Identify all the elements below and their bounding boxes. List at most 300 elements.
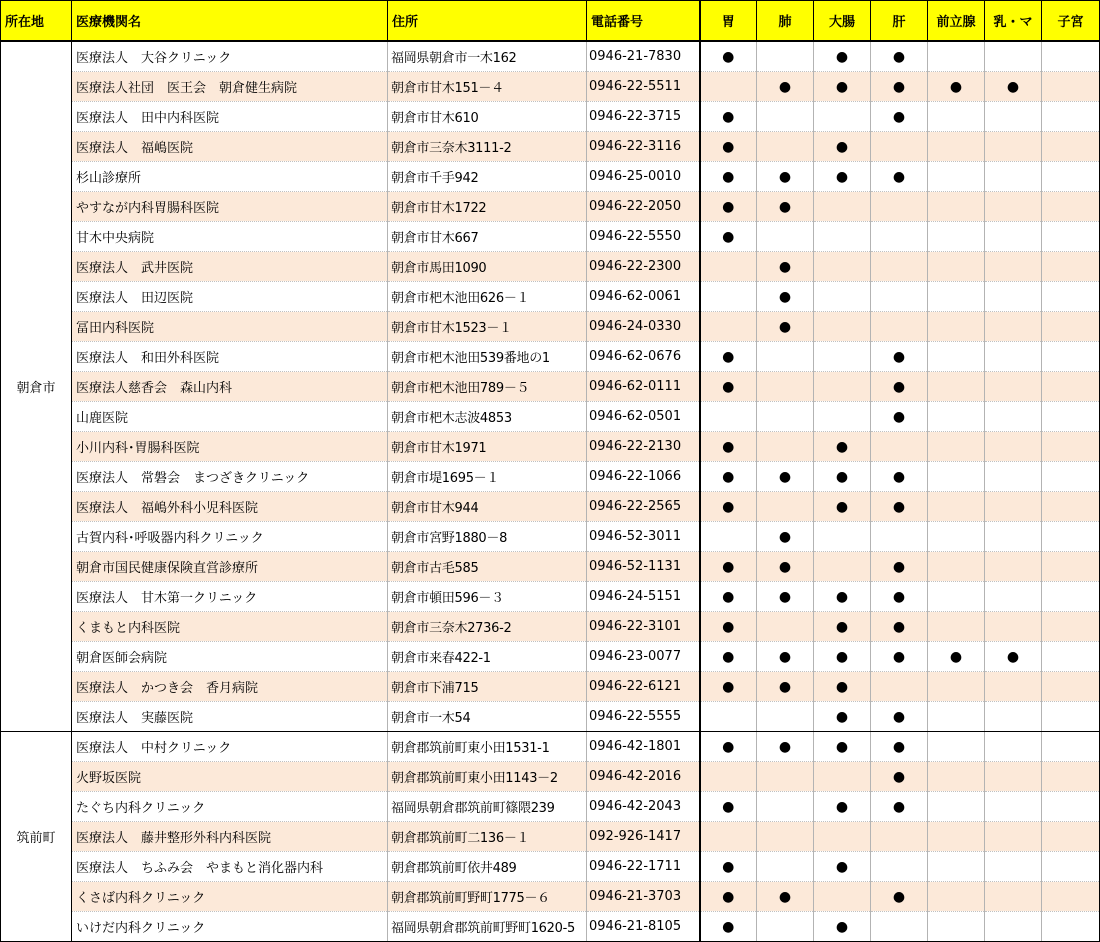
table-row [1,102,1100,132]
clinic-phone: 0946-22-2130 [587,432,700,462]
mark-prostate [928,432,985,462]
clinic-address: 福岡県朝倉市一木162 [388,41,587,72]
mark-breast [985,312,1042,342]
table-row [1,222,1100,252]
mark-prostate [928,252,985,282]
mark-lung: ● [757,462,814,492]
clinic-name: 医療法人 福嶋外科小児科医院 [72,492,388,522]
table-row [1,522,1100,552]
mark-liver [871,312,928,342]
mark-stomach: ● [700,552,757,582]
mark-prostate [928,852,985,882]
mark-uterus [1042,522,1100,552]
mark-uterus [1042,252,1100,282]
header-row [1,1,1100,42]
mark-prostate [928,582,985,612]
mark-lung: ● [757,252,814,282]
mark-stomach [700,252,757,282]
mark-breast [985,252,1042,282]
mark-uterus [1042,792,1100,822]
mark-breast [985,852,1042,882]
mark-breast: ● [985,72,1042,102]
clinic-phone: 0946-62-0676 [587,342,700,372]
mark-prostate [928,792,985,822]
mark-prostate [928,162,985,192]
mark-liver [871,192,928,222]
mark-stomach: ● [700,462,757,492]
mark-breast [985,282,1042,312]
clinic-name: やすなが内科胃腸科医院 [72,192,388,222]
mark-uterus [1042,672,1100,702]
clinic-name: 朝倉医師会病院 [72,642,388,672]
mark-breast [985,222,1042,252]
mark-uterus [1042,432,1100,462]
mark-breast [985,342,1042,372]
mark-breast [985,41,1042,72]
clinic-name: 医療法人 かつき会 香月病院 [72,672,388,702]
clinic-name: 医療法人 藤井整形外科内科医院 [72,822,388,852]
table-row [1,342,1100,372]
clinic-phone: 0946-52-1131 [587,552,700,582]
mark-prostate [928,672,985,702]
clinic-name: くさば内科クリニック [72,882,388,912]
mark-prostate [928,132,985,162]
mark-uterus [1042,132,1100,162]
mark-breast [985,102,1042,132]
clinic-phone: 0946-24-0330 [587,312,700,342]
mark-uterus [1042,912,1100,942]
clinic-phone: 0946-21-8105 [587,912,700,942]
mark-stomach: ● [700,492,757,522]
mark-prostate [928,41,985,72]
mark-colon: ● [814,582,871,612]
mark-colon [814,222,871,252]
mark-stomach: ● [700,222,757,252]
clinic-name: 朝倉市国民健康保険直営診療所 [72,552,388,582]
clinic-address: 朝倉郡筑前町東小田1531-1 [388,732,587,762]
mark-lung: ● [757,732,814,762]
mark-prostate [928,912,985,942]
table-row [1,552,1100,582]
mark-stomach: ● [700,882,757,912]
clinic-phone: 0946-22-1711 [587,852,700,882]
mark-breast [985,822,1042,852]
clinic-phone: 0946-22-2565 [587,492,700,522]
header-address: 住所 [388,1,587,42]
mark-liver: ● [871,762,928,792]
mark-lung [757,792,814,822]
mark-breast [985,912,1042,942]
mark-colon [814,402,871,432]
mark-prostate [928,522,985,552]
mark-uterus [1042,41,1100,72]
mark-prostate [928,822,985,852]
table-row [1,372,1100,402]
mark-uterus [1042,402,1100,432]
mark-liver: ● [871,372,928,402]
mark-breast [985,792,1042,822]
table-row [1,852,1100,882]
clinic-phone: 0946-23-0077 [587,642,700,672]
mark-uterus [1042,372,1100,402]
mark-breast [985,702,1042,732]
mark-stomach: ● [700,642,757,672]
mark-lung [757,402,814,432]
mark-lung [757,852,814,882]
mark-prostate: ● [928,642,985,672]
clinic-phone: 0946-22-3116 [587,132,700,162]
mark-lung [757,372,814,402]
mark-stomach: ● [700,192,757,222]
clinic-phone: 0946-25-0010 [587,162,700,192]
header-location: 所在地 [1,1,72,42]
table-row [1,792,1100,822]
clinic-name: 医療法人社団 医王会 朝倉健生病院 [72,72,388,102]
mark-liver: ● [871,882,928,912]
table-row [1,672,1100,702]
mark-breast [985,522,1042,552]
clinic-name: 医療法人 常磐会 まつざきクリニック [72,462,388,492]
header-colon: 大腸 [814,1,871,42]
mark-uterus [1042,702,1100,732]
mark-liver [871,132,928,162]
mark-stomach [700,312,757,342]
mark-lung: ● [757,312,814,342]
clinic-address: 朝倉市甘木151－４ [388,72,587,102]
mark-liver: ● [871,612,928,642]
mark-lung: ● [757,882,814,912]
mark-liver [871,222,928,252]
mark-lung: ● [757,582,814,612]
clinic-name: 医療法人 中村クリニック [72,732,388,762]
mark-uterus [1042,582,1100,612]
mark-colon: ● [814,462,871,492]
mark-breast [985,462,1042,492]
mark-stomach [700,282,757,312]
mark-liver: ● [871,72,928,102]
mark-colon [814,252,871,282]
mark-prostate [928,462,985,492]
mark-breast [985,762,1042,792]
mark-colon [814,192,871,222]
clinic-address: 朝倉郡筑前町野町1775－６ [388,882,587,912]
header-uterus: 子宮 [1042,1,1100,42]
mark-lung: ● [757,672,814,702]
mark-lung [757,41,814,72]
clinic-address: 朝倉市古毛585 [388,552,587,582]
clinic-address: 朝倉市甘木1971 [388,432,587,462]
header-prostate: 前立腺 [928,1,985,42]
mark-lung [757,342,814,372]
mark-colon: ● [814,41,871,72]
mark-colon [814,522,871,552]
mark-uterus [1042,192,1100,222]
clinic-phone: 0946-22-5550 [587,222,700,252]
mark-liver: ● [871,402,928,432]
mark-stomach [700,702,757,732]
mark-colon: ● [814,612,871,642]
mark-stomach: ● [700,672,757,702]
location-cell: 筑前町 [1,732,72,942]
mark-liver: ● [871,792,928,822]
mark-uterus [1042,732,1100,762]
mark-stomach: ● [700,41,757,72]
mark-uterus [1042,642,1100,672]
clinic-phone: 0946-22-2300 [587,252,700,282]
mark-liver: ● [871,732,928,762]
mark-uterus [1042,462,1100,492]
mark-stomach: ● [700,612,757,642]
mark-colon: ● [814,72,871,102]
mark-liver: ● [871,102,928,132]
clinic-phone: 0946-62-0061 [587,282,700,312]
mark-prostate [928,552,985,582]
table-row [1,642,1100,672]
mark-breast [985,372,1042,402]
clinic-phone: 092-926-1417 [587,822,700,852]
mark-prostate [928,372,985,402]
clinic-name: 医療法人 大谷クリニック [72,41,388,72]
mark-liver [871,672,928,702]
table-row [1,252,1100,282]
clinic-phone: 0946-42-1801 [587,732,700,762]
clinic-name: 山鹿医院 [72,402,388,432]
mark-prostate [928,222,985,252]
mark-liver: ● [871,41,928,72]
mark-liver: ● [871,162,928,192]
table-row [1,492,1100,522]
mark-liver [871,852,928,882]
clinic-phone: 0946-22-5555 [587,702,700,732]
header-liver: 肝 [871,1,928,42]
clinic-address: 朝倉市三奈木3111-2 [388,132,587,162]
mark-stomach [700,762,757,792]
clinic-name: くまもと内科医院 [72,612,388,642]
mark-breast: ● [985,642,1042,672]
mark-stomach: ● [700,132,757,162]
mark-liver: ● [871,342,928,372]
mark-colon: ● [814,432,871,462]
mark-uterus [1042,822,1100,852]
clinic-phone: 0946-22-3715 [587,102,700,132]
mark-stomach: ● [700,372,757,402]
clinic-phone: 0946-52-3011 [587,522,700,552]
mark-stomach: ● [700,102,757,132]
clinic-address: 朝倉郡筑前町東小田1143－2 [388,762,587,792]
clinic-address: 朝倉市杷木池田539番地の1 [388,342,587,372]
location-cell: 朝倉市 [1,41,72,732]
mark-stomach [700,822,757,852]
mark-colon: ● [814,492,871,522]
clinic-address: 朝倉郡筑前町二136－１ [388,822,587,852]
mark-uterus [1042,72,1100,102]
mark-breast [985,132,1042,162]
clinic-address: 朝倉市甘木1722 [388,192,587,222]
mark-lung [757,702,814,732]
mark-colon: ● [814,672,871,702]
mark-breast [985,882,1042,912]
mark-colon [814,282,871,312]
clinic-address: 朝倉市一木54 [388,702,587,732]
clinic-address: 朝倉郡筑前町依井489 [388,852,587,882]
clinic-name: 甘木中央病院 [72,222,388,252]
mark-colon [814,342,871,372]
mark-prostate [928,402,985,432]
clinic-address: 朝倉市下浦715 [388,672,587,702]
mark-uterus [1042,342,1100,372]
mark-colon: ● [814,792,871,822]
mark-stomach: ● [700,912,757,942]
clinic-address: 朝倉市千手942 [388,162,587,192]
clinic-name: 古賀内科･呼吸器内科クリニック [72,522,388,552]
table-row [1,612,1100,642]
mark-uterus [1042,882,1100,912]
clinic-name: 医療法人 ちふみ会 やまもと消化器内科 [72,852,388,882]
mark-prostate [928,312,985,342]
table-row [1,162,1100,192]
mark-stomach [700,522,757,552]
mark-stomach: ● [700,162,757,192]
mark-liver: ● [871,642,928,672]
mark-liver [871,252,928,282]
clinic-address: 朝倉市頓田596－３ [388,582,587,612]
mark-breast [985,492,1042,522]
mark-stomach: ● [700,342,757,372]
mark-lung [757,912,814,942]
mark-colon [814,762,871,792]
clinic-name: 冨田内科医院 [72,312,388,342]
clinic-phone: 0946-22-5511 [587,72,700,102]
clinic-phone: 0946-22-2050 [587,192,700,222]
mark-uterus [1042,162,1100,192]
mark-breast [985,192,1042,222]
clinic-name: 火野坂医院 [72,762,388,792]
mark-lung: ● [757,552,814,582]
table-row [1,41,1100,72]
mark-liver [871,522,928,552]
mark-breast [985,582,1042,612]
clinic-phone: 0946-22-6121 [587,672,700,702]
mark-liver [871,912,928,942]
table-row [1,432,1100,462]
mark-lung [757,222,814,252]
mark-uterus [1042,552,1100,582]
mark-liver: ● [871,582,928,612]
mark-stomach: ● [700,582,757,612]
mark-colon [814,102,871,132]
mark-lung [757,822,814,852]
clinic-phone: 0946-42-2043 [587,792,700,822]
mark-prostate [928,762,985,792]
clinic-name: 医療法人 福嶋医院 [72,132,388,162]
mark-prostate [928,192,985,222]
mark-uterus [1042,312,1100,342]
header-breast: 乳・マ [985,1,1042,42]
mark-prostate [928,612,985,642]
mark-prostate [928,492,985,522]
mark-uterus [1042,102,1100,132]
mark-lung: ● [757,192,814,222]
mark-liver [871,432,928,462]
mark-colon [814,552,871,582]
clinic-address: 朝倉市甘木1523－１ [388,312,587,342]
clinic-phone: 0946-62-0501 [587,402,700,432]
mark-liver [871,282,928,312]
clinic-address: 福岡県朝倉郡筑前町篠隈239 [388,792,587,822]
mark-liver: ● [871,702,928,732]
mark-uterus [1042,762,1100,792]
mark-stomach [700,72,757,102]
mark-stomach [700,402,757,432]
mark-lung: ● [757,282,814,312]
mark-uterus [1042,222,1100,252]
mark-colon: ● [814,702,871,732]
clinic-name: いけだ内科クリニック [72,912,388,942]
mark-breast [985,162,1042,192]
mark-prostate [928,342,985,372]
mark-breast [985,612,1042,642]
clinic-name: 医療法人 和田外科医院 [72,342,388,372]
mark-breast [985,672,1042,702]
mark-lung: ● [757,162,814,192]
mark-stomach: ● [700,852,757,882]
clinic-address: 朝倉市甘木667 [388,222,587,252]
clinic-name: 医療法人 田中内科医院 [72,102,388,132]
table-row [1,912,1100,942]
mark-colon: ● [814,912,871,942]
header-lung: 肺 [757,1,814,42]
mark-prostate [928,282,985,312]
mark-liver: ● [871,552,928,582]
clinic-address: 朝倉市杷木志波4853 [388,402,587,432]
mark-colon [814,822,871,852]
mark-lung [757,132,814,162]
mark-uterus [1042,492,1100,522]
mark-colon: ● [814,852,871,882]
mark-prostate [928,882,985,912]
clinic-phone: 0946-22-1066 [587,462,700,492]
mark-lung [757,492,814,522]
clinic-name: 医療法人慈香会 森山内科 [72,372,388,402]
mark-prostate [928,702,985,732]
mark-lung [757,432,814,462]
mark-prostate: ● [928,72,985,102]
clinic-phone: 0946-24-5151 [587,582,700,612]
mark-breast [985,732,1042,762]
clinic-address: 朝倉市堤1695－１ [388,462,587,492]
clinic-name: 杉山診療所 [72,162,388,192]
mark-breast [985,552,1042,582]
mark-colon: ● [814,162,871,192]
header-stomach: 胃 [700,1,757,42]
mark-breast [985,402,1042,432]
clinic-address: 朝倉市甘木610 [388,102,587,132]
table-row [1,282,1100,312]
mark-lung: ● [757,642,814,672]
mark-lung: ● [757,72,814,102]
table-row [1,402,1100,432]
mark-lung: ● [757,522,814,552]
clinic-address: 朝倉市馬田1090 [388,252,587,282]
mark-stomach: ● [700,432,757,462]
mark-liver: ● [871,492,928,522]
table-row [1,462,1100,492]
table-row [1,192,1100,222]
mark-stomach: ● [700,732,757,762]
clinic-phone: 0946-22-3101 [587,612,700,642]
clinic-name: たぐち内科クリニック [72,792,388,822]
mark-uterus [1042,852,1100,882]
